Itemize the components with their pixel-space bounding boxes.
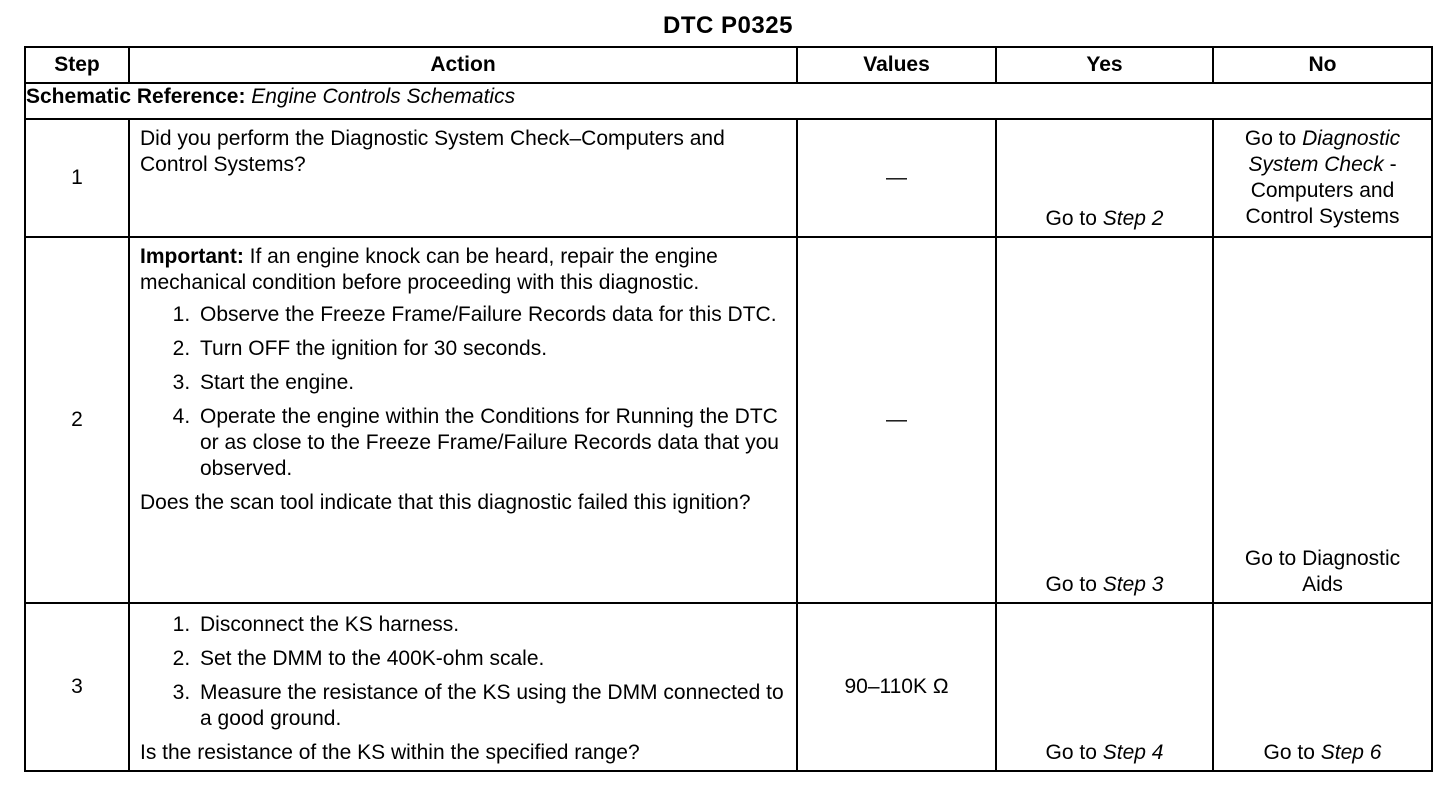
no-diagnostic-aids[interactable]: Go to Diagnostic Aids [1244,547,1401,596]
no-cell [1213,603,1432,771]
yes-cell [996,237,1213,603]
list-item: 4. Operate the engine within the Conditions for Running the DTC or as close to the Freeze Frame/Failure Records data that you observed. [196,404,788,482]
header-no: No [1213,47,1432,83]
schematic-reference-row [25,83,1432,119]
action-cell [129,237,797,603]
yes-step-link[interactable]: Step 2 [1102,207,1164,230]
action-question: Is the resistance of the KS within the specified range? [140,741,640,764]
yes-prefix: Go to [1045,573,1103,596]
list-item: 3. Measure the resistance of the KS using the DMM connected to a good ground. [196,680,788,732]
table-row [25,603,1432,771]
action-question: Did you perform the Diagnostic System Check–Computers and Control Systems? [140,127,725,176]
table-row [25,237,1432,603]
header-step: Step [25,47,129,83]
procedure-list [140,612,788,732]
action-cell [129,119,797,237]
important-note [140,244,788,296]
table-row [25,119,1432,237]
important-text: If an engine knock can be heard, repair the engine mechanical condition before proceeding with this diagnostic. [140,245,718,294]
step-number: 3 [25,603,129,771]
no-prefix: Go to [1244,127,1303,150]
step-number: 2 [25,237,129,603]
list-item: 2. Set the DMM to the 400K-ohm scale. [196,646,788,672]
header-row [25,47,1432,83]
list-item: 3. Start the engine. [196,370,788,396]
header-yes: Yes [996,47,1213,83]
yes-cell [996,603,1213,771]
list-item: 2. Turn OFF the ignition for 30 seconds. [196,336,788,362]
yes-prefix: Go to [1045,741,1103,764]
header-values: Values [797,47,996,83]
yes-step-link[interactable]: Step 4 [1102,741,1164,764]
no-cell [1213,119,1432,237]
value-cell: 90–110K Ω [797,603,996,771]
action-cell [129,603,797,771]
header-action: Action [129,47,797,83]
no-cell [1213,237,1432,603]
value-cell: — [797,119,996,237]
no-diagnostic-link[interactable]: Diagnostic System Check [1248,127,1401,176]
value-cell: — [797,237,996,603]
step-number: 1 [25,119,129,237]
list-item: 1. Observe the Freeze Frame/Failure Records data for this DTC. [196,302,788,328]
dtc-table [24,46,1433,772]
important-label: Important: [140,245,244,268]
procedure-list [140,302,788,482]
schematic-label: Schematic Reference: [26,85,246,108]
no-prefix: Go to [1263,741,1321,764]
page-title: DTC P0325 [663,12,793,39]
list-item: 1. Disconnect the KS harness. [196,612,788,638]
no-step-link[interactable]: Step 6 [1320,741,1382,764]
yes-step-link[interactable]: Step 3 [1102,573,1164,596]
schematic-ref: Engine Controls Schematics [251,85,516,108]
yes-cell [996,119,1213,237]
yes-prefix: Go to [1045,207,1103,230]
no-suffix: - Computers and Control Systems [1245,153,1400,228]
action-question: Does the scan tool indicate that this diagnostic failed this ignition? [140,491,751,514]
